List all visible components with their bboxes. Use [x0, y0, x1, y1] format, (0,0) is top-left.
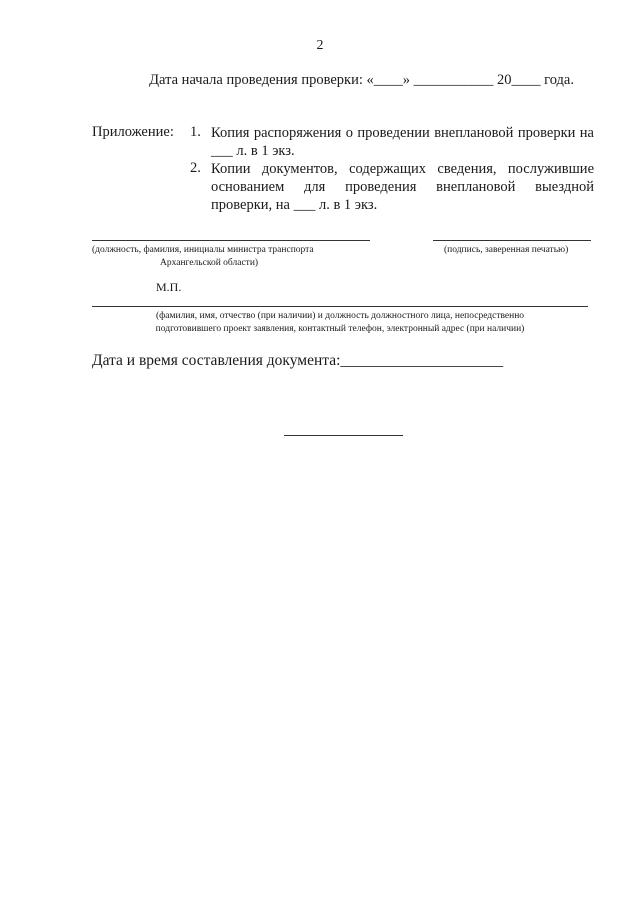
document-datetime-line: Дата и время составления документа:_____________________ — [92, 352, 504, 369]
page-number: 2 — [316, 38, 324, 53]
signature-line — [433, 240, 591, 241]
attachment-item-text: Копии документов, содержащих сведения, послужившие основанием для проведения внеплановой выездной проверки, на ___ л. в 1 экз. — [211, 161, 594, 213]
signature-caption: (подпись, заверенная печатью) — [444, 245, 569, 255]
official-caption: (должность, фамилия, инициалы министра транспорта — [92, 245, 314, 255]
attachment-item-number: 1. — [190, 124, 201, 140]
preparer-caption-continuation: подготовившего проект заявления, контактный телефон, электронный адрес (при наличии) — [155, 324, 525, 334]
preparer-line — [92, 306, 588, 307]
attachments-label: Приложение: — [92, 124, 174, 140]
seal-mark: М.П. — [156, 280, 182, 294]
official-caption-continuation: Архангельской области) — [160, 258, 259, 268]
official-signature-line — [92, 240, 370, 241]
end-divider — [284, 435, 403, 436]
preparer-caption: (фамилия, имя, отчество (при наличии) и должность должностного лица, непосредственно — [155, 311, 525, 321]
attachment-item-text: Копия распоряжения о проведении внеплановой проверки на ___ л. в 1 экз. — [211, 125, 594, 159]
attachment-item-number: 2. — [190, 160, 201, 176]
inspection-start-date-line: Дата начала проведения проверки: «____» ___________ 20____ года. — [149, 72, 574, 88]
